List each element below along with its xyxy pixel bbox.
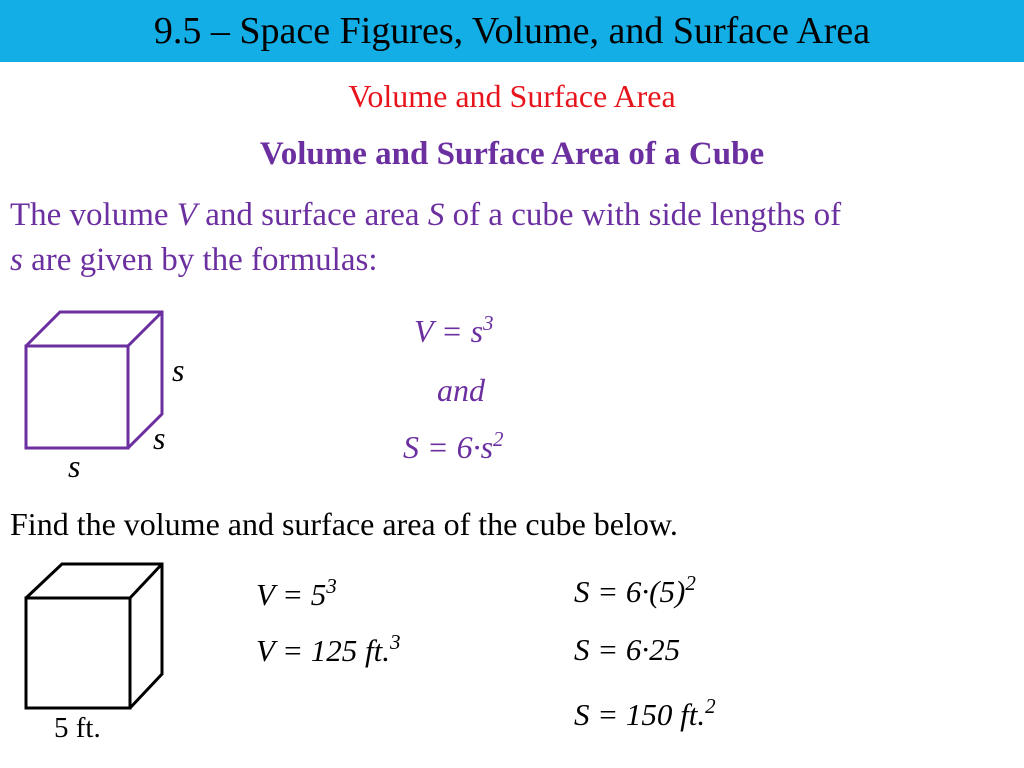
cube1-label-right: s bbox=[172, 352, 185, 388]
cube-diagram-purple bbox=[20, 308, 170, 454]
intro-text-2: and surface area bbox=[196, 197, 428, 233]
subtitle: Volume and Surface Area bbox=[348, 78, 676, 114]
work-surface-step3 bbox=[574, 696, 716, 734]
intro-paragraph bbox=[10, 193, 1020, 283]
intro-text-3: of a cube with side lengths of bbox=[444, 197, 842, 233]
work-volume-step1-text: V = 5 bbox=[256, 577, 327, 612]
intro-text-4: are given by the formulas: bbox=[22, 242, 378, 278]
work-volume-step1 bbox=[256, 576, 337, 614]
work-surface-step1-text: S = 6·(5) bbox=[574, 574, 686, 609]
intro-var-s2: s bbox=[10, 242, 23, 278]
work-volume-step2-exponent: 3 bbox=[390, 630, 401, 654]
formula-and: and bbox=[437, 372, 485, 408]
formula-surface bbox=[403, 428, 504, 466]
work-surface-step3-text: S = 150 ft. bbox=[574, 697, 706, 732]
formula-surface-exponent: 2 bbox=[493, 427, 504, 451]
intro-var-s: S bbox=[427, 197, 445, 233]
work-volume-step2 bbox=[256, 632, 401, 670]
section-title: Volume and Surface Area of a Cube bbox=[259, 136, 765, 172]
work-volume-step1-exponent: 3 bbox=[326, 574, 337, 598]
intro-text-1: The volume bbox=[10, 197, 177, 233]
formula-volume bbox=[414, 312, 494, 350]
page-title: 9.5 – Space Figures, Volume, and Surface Area bbox=[153, 10, 871, 52]
formula-volume-text: V = s bbox=[414, 313, 484, 349]
task-prompt: Find the volume and surface area of the cube below. bbox=[10, 506, 678, 542]
cube2-dimension-label: 5 ft. bbox=[54, 712, 101, 744]
formula-volume-exponent: 3 bbox=[483, 311, 494, 335]
work-surface-step1 bbox=[574, 573, 696, 611]
formula-surface-text: S = 6·s bbox=[403, 429, 494, 465]
work-surface-step3-exponent: 2 bbox=[705, 694, 716, 718]
intro-var-v: V bbox=[176, 197, 197, 233]
work-surface-step2: S = 6·25 bbox=[574, 632, 681, 667]
work-volume-step2-text: V = 125 ft. bbox=[256, 633, 391, 668]
cube-diagram-black bbox=[22, 560, 166, 714]
cube1-label-corner: s bbox=[153, 420, 166, 456]
header-bar bbox=[0, 0, 1024, 62]
cube1-label-bottom: s bbox=[68, 448, 81, 484]
work-surface-step1-exponent: 2 bbox=[685, 571, 696, 595]
